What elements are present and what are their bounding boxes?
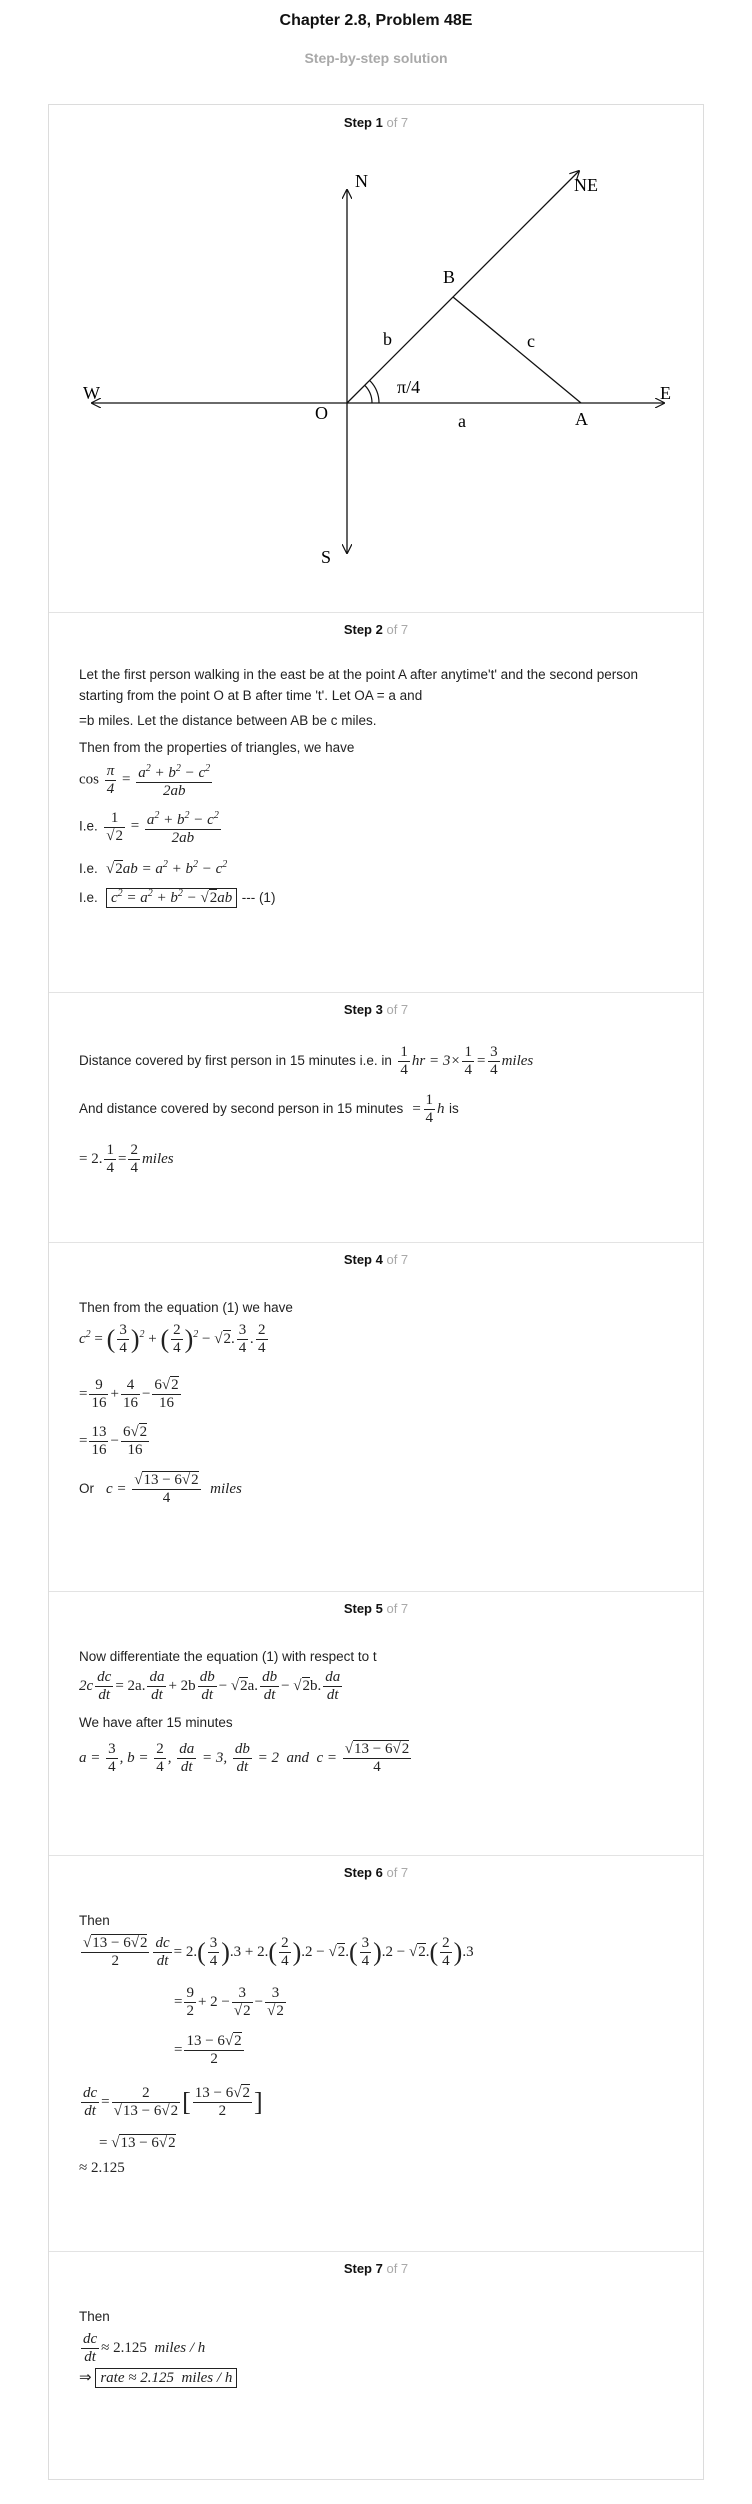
step-2-text-2: starting from the point O at B after time 't'. Let OA = a and — [79, 688, 423, 703]
step-4-miles: miles — [210, 1480, 242, 1497]
step-1-of: of 7 — [386, 115, 409, 130]
step-3-text-1: Distance covered by first person in 15 minutes i.e. in — [79, 1052, 392, 1068]
compass-triangle-diagram — [49, 135, 703, 595]
step-5-of: of 7 — [386, 1601, 409, 1616]
angle-arc-inner — [365, 385, 372, 403]
step-4 — [49, 1242, 703, 1592]
step-1-heading — [49, 105, 703, 130]
step-6-text-1: Then — [79, 1913, 110, 1928]
step-2-equation-cos: cos $\frac{\pi}{4}$ = $\frac{a^2 + b^2 - c^2}{2ab}$ — [79, 760, 214, 800]
page-title: Chapter 2.8, Problem 48E — [279, 12, 473, 29]
ie-label-3: I.e. — [79, 890, 98, 905]
step-5-heading — [49, 1591, 703, 1616]
step-3-text-is: is — [448, 1100, 459, 1116]
step-7-result: ≈ 2.125 — [101, 2339, 147, 2356]
step-6-equation-1: $\frac{√13 - 6√2}{2}$ $\frac{dc}{dt}$ = 2.( $\frac{3}{4}$ ).3 + 2.( $\frac{2}{4}$ ).2 − √2.( $\frac{3}{4}$ ).2 − √2.( $\frac{2}{4}$ ).3 — [83, 1935, 474, 1969]
step-5-equation-1: 2c $\frac{dc}{dt}$ = 2a. $\frac{da}{dt}$ + 2b $\frac{db}{dt}$ − √2a. $\frac{db}{dt}$ − √2b. $\frac{da}{dt}$ — [79, 1669, 341, 1703]
step-5 — [49, 1591, 703, 1856]
step-7-text-1: Then — [79, 2309, 110, 2324]
step-2-label: Step 2 — [343, 622, 383, 637]
step-4-or: Or — [79, 1480, 94, 1496]
label-origin: O — [315, 403, 328, 423]
step-3 — [49, 992, 703, 1243]
step-6-equation-5: = √13 − 6√2 — [99, 2135, 176, 2151]
step-6-approx — [79, 2160, 125, 2177]
step-6-equation-2: = $\frac{9}{2}$ + 2 − $\frac{3}{√2}$ − $\frac{3}{√2}$ — [174, 1985, 284, 2019]
label-point-a: A — [575, 409, 588, 429]
label-west: W — [83, 383, 100, 403]
step-7 — [49, 2251, 703, 2479]
step-4-text-1: Then from the equation (1) we have — [79, 1300, 293, 1315]
step-6 — [49, 1855, 703, 2252]
side-c-line — [453, 297, 581, 403]
step-3-heading — [49, 992, 703, 1017]
step-2-equation-ie-1: I.e. $\frac{1}{√2}$ = $\frac{a^2 + b^2 - c^2}{2ab}$ — [79, 807, 223, 847]
step-7-heading — [49, 2251, 703, 2276]
label-south: S — [321, 547, 332, 567]
label-east: E — [660, 383, 671, 403]
label-angle: π/4 — [397, 377, 421, 397]
step-7-equation-2: ⇒ rate ≈ 2.125 miles / h — [79, 2368, 237, 2387]
step-6-label: Step 6 — [343, 1865, 383, 1880]
step-4-equation-4: Or c = $\frac{√13 - 6√2}{4}$ miles — [79, 1472, 242, 1506]
step-3-label: Step 3 — [343, 1002, 383, 1017]
step-3-text-2: And distance covered by second person in 15 minutes — [79, 1100, 404, 1116]
step-4-of: of 7 — [386, 1252, 409, 1267]
equation-reference: --- (1) — [241, 890, 276, 905]
step-6-of: of 7 — [386, 1865, 409, 1880]
northeast-line — [347, 171, 579, 403]
step-4-label: Step 4 — [343, 1252, 383, 1267]
label-point-b: B — [443, 267, 456, 287]
step-4-equation-2: = $\frac{9}{16}$ + $\frac{4}{16}$ − $\frac{6√2}{16}$ — [79, 1377, 179, 1411]
step-2-of: of 7 — [386, 622, 409, 637]
step-2-equation-ie-3: I.e. $c^2 = a^2 + b^2 - √2ab$ --- (1) — [79, 888, 276, 906]
step-7-of: of 7 — [386, 2261, 409, 2276]
step-2 — [49, 612, 703, 993]
step-4-heading — [49, 1242, 703, 1267]
step-2-text-4: Then from the properties of triangles, we have — [79, 740, 355, 755]
step-1-label: Step 1 — [343, 115, 383, 130]
step-7-units: miles / h — [154, 2339, 206, 2356]
step-2-text-3: =b miles. Let the distance between AB be c miles. — [79, 713, 377, 728]
page-header — [0, 0, 752, 66]
step-6-equation-4: $\frac{dc}{dt}$ = $\frac{2}{√13 - 6√2}$ [ $\frac{13 - 6√2}{2}$ ] — [83, 2085, 263, 2119]
step-4-equation-1: $c^2$ = ( $\frac{3}{4}$ )$^2$ + ( $\frac{2}{4}$ )$^2$ − √2. $\frac{3}{4}$ . $\frac{2}{4}$ — [79, 1322, 266, 1356]
step-2-heading — [49, 612, 703, 637]
step-6-heading — [49, 1855, 703, 1880]
step-6-approx-value: ≈ 2.125 — [79, 2160, 125, 2176]
label-north: N — [355, 171, 368, 191]
step-6-equation-3: = $\frac{13 - 6√2}{2}$ — [174, 2033, 242, 2067]
step-5-text-1: Now differentiate the equation (1) with respect to t — [79, 1649, 377, 1664]
label-side-a: a — [458, 411, 466, 431]
label-northeast: NE — [574, 175, 598, 195]
step-4-equation-3: = $\frac{13}{16}$ − $\frac{6√2}{16}$ — [79, 1424, 148, 1458]
angle-arc-outer — [370, 380, 379, 403]
ie-label-1: I.e. — [79, 818, 98, 834]
step-7-equation-1: $\frac{dc}{dt}$ ≈ 2.125 miles / h — [83, 2331, 206, 2365]
step-5-text-2: We have after 15 minutes — [79, 1715, 233, 1730]
step-2-text-1: Let the first person walking in the east be at the point A after anytime't' and the second person — [79, 667, 639, 682]
step-2-equation-ie-2: I.e. $√2ab = a^2 + b^2 - c^2$ — [79, 859, 228, 877]
solution-card — [48, 104, 704, 2480]
label-side-c: c — [527, 331, 535, 351]
step-7-label: Step 7 — [343, 2261, 383, 2276]
step-1 — [49, 105, 703, 613]
step-3-line-1: Distance covered by first person in 15 minutes i.e. in $\frac{1}{4}$ hr = 3× $\frac{1}{4}$ = $\frac{3}{4}$ miles — [79, 1044, 534, 1078]
step-3-of: of 7 — [386, 1002, 409, 1017]
step-3-equation: = 2. $\frac{1}{4}$ = $\frac{2}{4}$ miles — [79, 1142, 174, 1176]
step-5-label: Step 5 — [343, 1601, 383, 1616]
ie-label-2: I.e. — [79, 861, 98, 876]
step-3-line-2: And distance covered by second person in 15 minutes = $\frac{1}{4}$ h is — [79, 1092, 459, 1126]
step-7-rate-units: miles / h — [181, 2370, 233, 2386]
step-5-equation-2: a = $\frac{3}{4}$ , b = $\frac{2}{4}$ , $\frac{da}{dt}$ = 3, $\frac{db}{dt}$ = 2 and c = $\frac{√13 - 6√2}{4}$ — [79, 1741, 410, 1775]
label-side-b: b — [383, 329, 392, 349]
step-7-rate: rate ≈ 2.125 — [100, 2370, 174, 2386]
page-subtitle: Step-by-step solution — [304, 50, 448, 66]
